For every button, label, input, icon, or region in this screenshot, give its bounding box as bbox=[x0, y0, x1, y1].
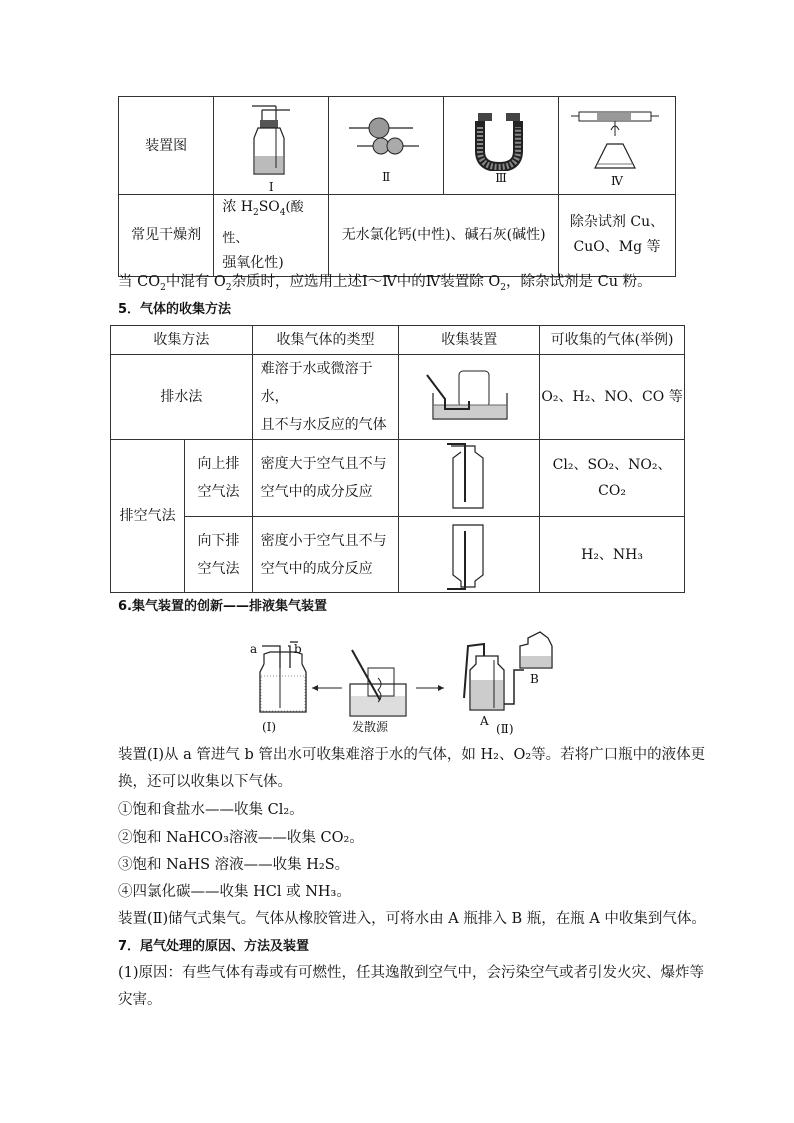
examples-downward: H₂、NH₃ bbox=[540, 517, 685, 593]
header-examples: 可收集的气体(举例) bbox=[540, 326, 685, 355]
collection-table bbox=[110, 325, 685, 593]
gas-washing-bottle-icon bbox=[214, 98, 324, 190]
examples-upward: Cl₂、SO₂、NO₂、CO₂ bbox=[540, 440, 685, 517]
caption-1: (Ⅰ) bbox=[262, 720, 277, 734]
label-B: B bbox=[530, 672, 539, 686]
type-water: 难溶于水或微溶于水， 且不与水反应的气体 bbox=[252, 355, 399, 440]
para-7-line2: 灾害。 bbox=[118, 992, 162, 1008]
device-downward bbox=[399, 517, 540, 593]
device-3-cell bbox=[444, 97, 559, 195]
method-downward: 向下排 空气法 bbox=[185, 517, 252, 593]
section-5-title: 5．气体的收集方法 bbox=[118, 302, 232, 317]
drying-table bbox=[118, 96, 676, 277]
downward-air-bottle-icon bbox=[409, 519, 529, 591]
drying-tube-icon bbox=[329, 108, 439, 170]
device-4-caption: Ⅳ bbox=[611, 173, 624, 188]
upward-air-bottle-icon bbox=[409, 442, 529, 514]
para-device-1-line1: 装置(Ⅰ)从 a 管进气 b 管出水可收集难溶于水的气体，如 H₂、O₂等。若将广口瓶中的液体更 bbox=[118, 747, 706, 763]
device-upward bbox=[399, 440, 540, 517]
method-upward: 向上排 空气法 bbox=[185, 440, 252, 517]
method-water: 排水法 bbox=[111, 355, 253, 440]
device-3-caption: Ⅲ bbox=[495, 170, 507, 185]
note-co2: 当 $CO_2$中混有 $O_2$杂质时，应选用上述Ⅰ～Ⅳ中的Ⅳ装置除 $O_2$，除杂试剂是 Cu 粉。 bbox=[118, 274, 652, 293]
header-method: 收集方法 bbox=[111, 326, 253, 355]
label-source: 发散源 bbox=[352, 720, 389, 734]
header-type: 收集气体的类型 bbox=[252, 326, 399, 355]
device-1-cell bbox=[214, 97, 329, 195]
para-device-2: 装置(Ⅱ)储气式集气。气体从橡胶管进入，可将水由 A 瓶排入 B 瓶，在瓶 A 中收集到气体。 bbox=[118, 911, 706, 927]
label-A: A bbox=[480, 714, 489, 728]
examples-water: O₂、H₂、NO、CO 等 bbox=[540, 355, 685, 440]
list-item-4: ④四氯化碳——收集 HCl 或 NH₃。 bbox=[118, 884, 351, 900]
para-device-1-line2: 换，还可以收集以下气体。 bbox=[118, 774, 292, 790]
list-item-2: ②饱和 NaHCO₃溶液——收集 CO₂。 bbox=[118, 830, 364, 846]
device-1-caption: Ⅰ bbox=[268, 179, 274, 194]
list-item-1: ①饱和食盐水——收集 Cl₂。 bbox=[118, 802, 304, 818]
device-water bbox=[399, 355, 540, 440]
device-2-cell bbox=[329, 97, 444, 195]
section-7-title: 7．尾气处理的原因、方法及装置 bbox=[118, 939, 310, 954]
list-item-3: ③饱和 NaHS 溶液——收集 H₂S。 bbox=[118, 857, 350, 873]
u-tube-icon bbox=[444, 107, 554, 171]
row-label-device: 装置图 bbox=[119, 97, 214, 195]
desiccant-2: 无水氯化钙(中性)、碱石灰(碱性) bbox=[329, 195, 559, 277]
label-b: b bbox=[294, 642, 302, 656]
type-downward: 密度小于空气且不与 空气中的成分反应 bbox=[252, 517, 399, 593]
desiccant-4: 除杂试剂 Cu、 CuO、Mg 等 bbox=[559, 195, 676, 277]
section-6-title: 6.集气装置的创新——排液集气装置 bbox=[118, 599, 327, 614]
liquid-collection-diagram bbox=[240, 628, 580, 740]
header-device: 收集装置 bbox=[399, 326, 540, 355]
device-4-cell bbox=[559, 97, 676, 195]
water-displacement-icon bbox=[409, 367, 529, 427]
row-label-desiccant: 常见干燥剂 bbox=[119, 195, 214, 277]
device-2-caption: Ⅱ bbox=[382, 169, 391, 184]
caption-2: (Ⅱ) bbox=[496, 722, 514, 736]
desiccant-1: 浓 $H_2SO_4$(酸性、 强氧化性) bbox=[214, 195, 329, 277]
type-upward: 密度大于空气且不与 空气中的成分反应 bbox=[252, 440, 399, 517]
para-7-line1: (1)原因：有些气体有毒或有可燃性，任其逸散到空气中，会污染空气或者引发火灾、爆炸等 bbox=[118, 965, 705, 981]
label-a: a bbox=[250, 642, 258, 656]
heated-tube-icon bbox=[559, 104, 671, 174]
figure-liquid-collection bbox=[240, 628, 580, 740]
method-air: 排空气法 bbox=[111, 440, 185, 593]
